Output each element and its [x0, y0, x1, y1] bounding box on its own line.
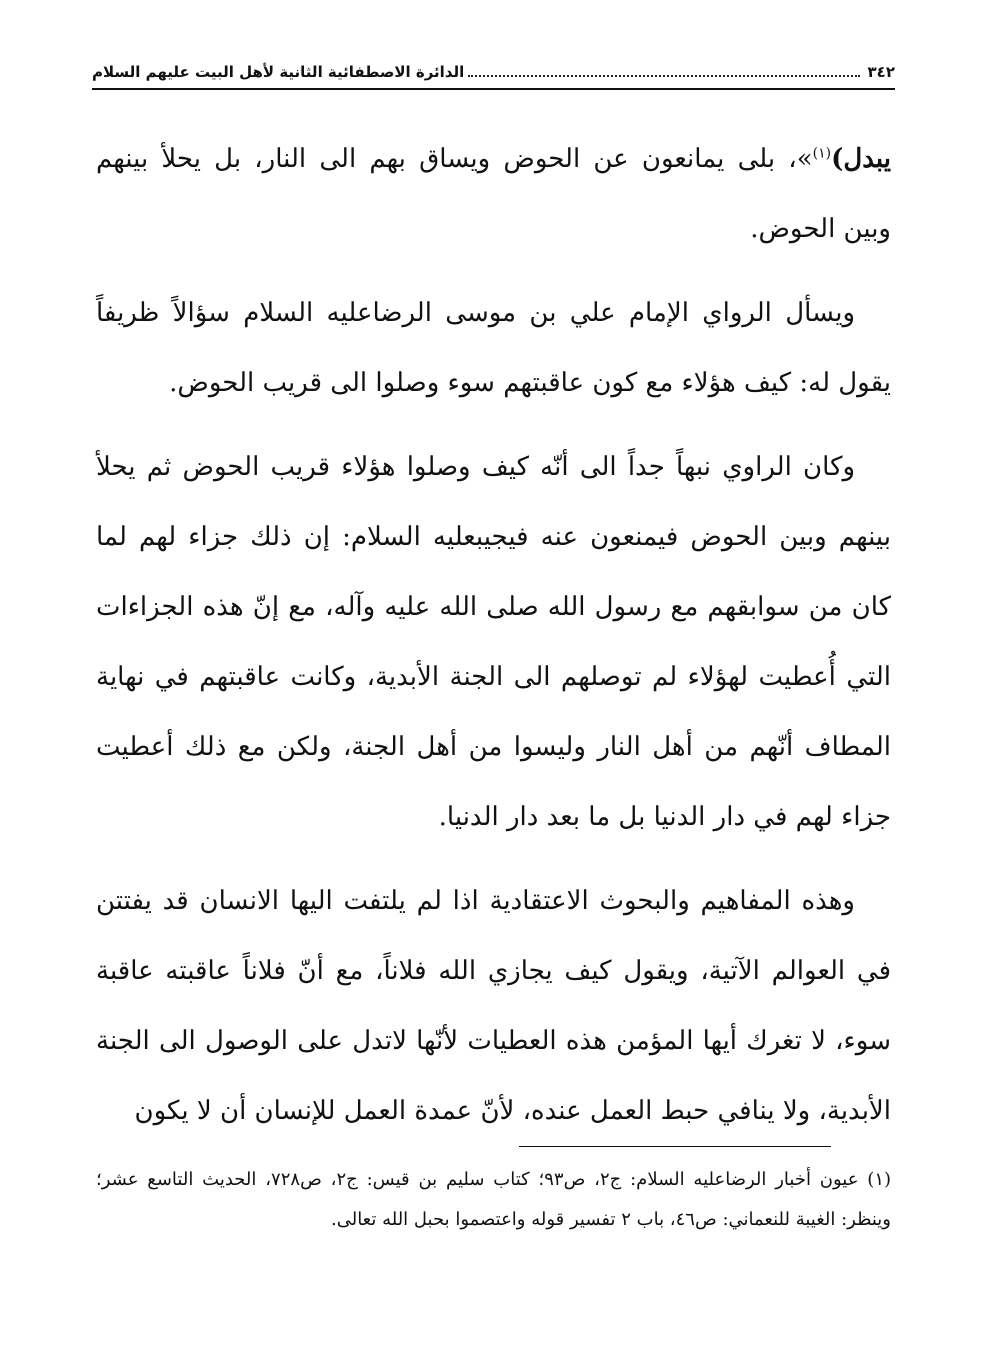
- paragraph-4: وهذه المفاهيم والبحوث الاعتقادية اذا لم يلتفت اليها الانسان قد يفتتن في العوالم الآتية، ويقول كيف يجازي الله فلاناً، مع أنّ فلاناً عاقبته عاقبة سوء، لا تغرك أيها المؤمن هذه العطيات لأنّها لاتدل على الوصول الى الجنة الأبدية، ولا ينافي حبط العمل عنده، لأنّ عمدة العمل للإنسان أن لا يكون: [96, 886, 891, 1126]
- paragraph-1-text: »، بلى يمانعون عن الحوض ويساق بهم الى النار، بل يحلأ بينهم وبين الحوض.: [96, 144, 891, 244]
- header-rule: [92, 88, 895, 90]
- footnote-rule: [519, 1146, 831, 1147]
- paragraph-1: [96, 124, 891, 264]
- body-text: [96, 124, 891, 1160]
- paragraph-2: ويسأل الرواي الإمام علي بن موسى الرضاعليه السلام سؤالاً ظريفاً يقول له: كيف هؤلاء مع كون عاقبتهم سوء وصلوا الى قريب الحوض.: [96, 298, 891, 398]
- paragraph-1-lead: يبدل): [831, 144, 891, 174]
- running-header: [92, 56, 895, 88]
- footnotes: [96, 1160, 891, 1240]
- paragraph-3: وكان الراوي نبهاً جداً الى أنّه كيف وصلوا هؤلاء قريب الحوض ثم يحلأ بينهم وبين الحوض فيمنعون عنه فيجيبعليه السلام: إن ذلك جزاء لهم لما كان من سوابقهم مع رسول الله صلى الله عليه وآله، مع إنّ هذه الجزاءات التي أُعطيت لهؤلاء لم توصلهم الى الجنة الأبدية، وكانت عاقبتهم في نهاية المطاف أنّهم من أهل النار وليسوا من أهل الجنة، ولكن مع ذلك أعطيت جزاء لهم في دار الدنيا بل ما بعد دار الدنيا.: [96, 452, 891, 832]
- page-number: ٣٤٢: [867, 63, 895, 81]
- header-dot-leader: [468, 75, 859, 77]
- running-header-title: الدائرة الاصطفائية الثانية لأهل البيت عليهم السلام: [92, 63, 465, 81]
- footnote-1: (١) عيون أخبار الرضاعليه السلام: ج٢، ص٩٣؛ كتاب سليم بن قيس: ج٢، ص٧٢٨، الحديث التاسع عشر؛ وينظر: الغيبة للنعماني: ص٤٦، باب ٢ تفسير قوله واعتصموا بحبل الله تعالى.: [96, 1169, 892, 1230]
- footnote-ref-1[interactable]: (١): [812, 145, 832, 162]
